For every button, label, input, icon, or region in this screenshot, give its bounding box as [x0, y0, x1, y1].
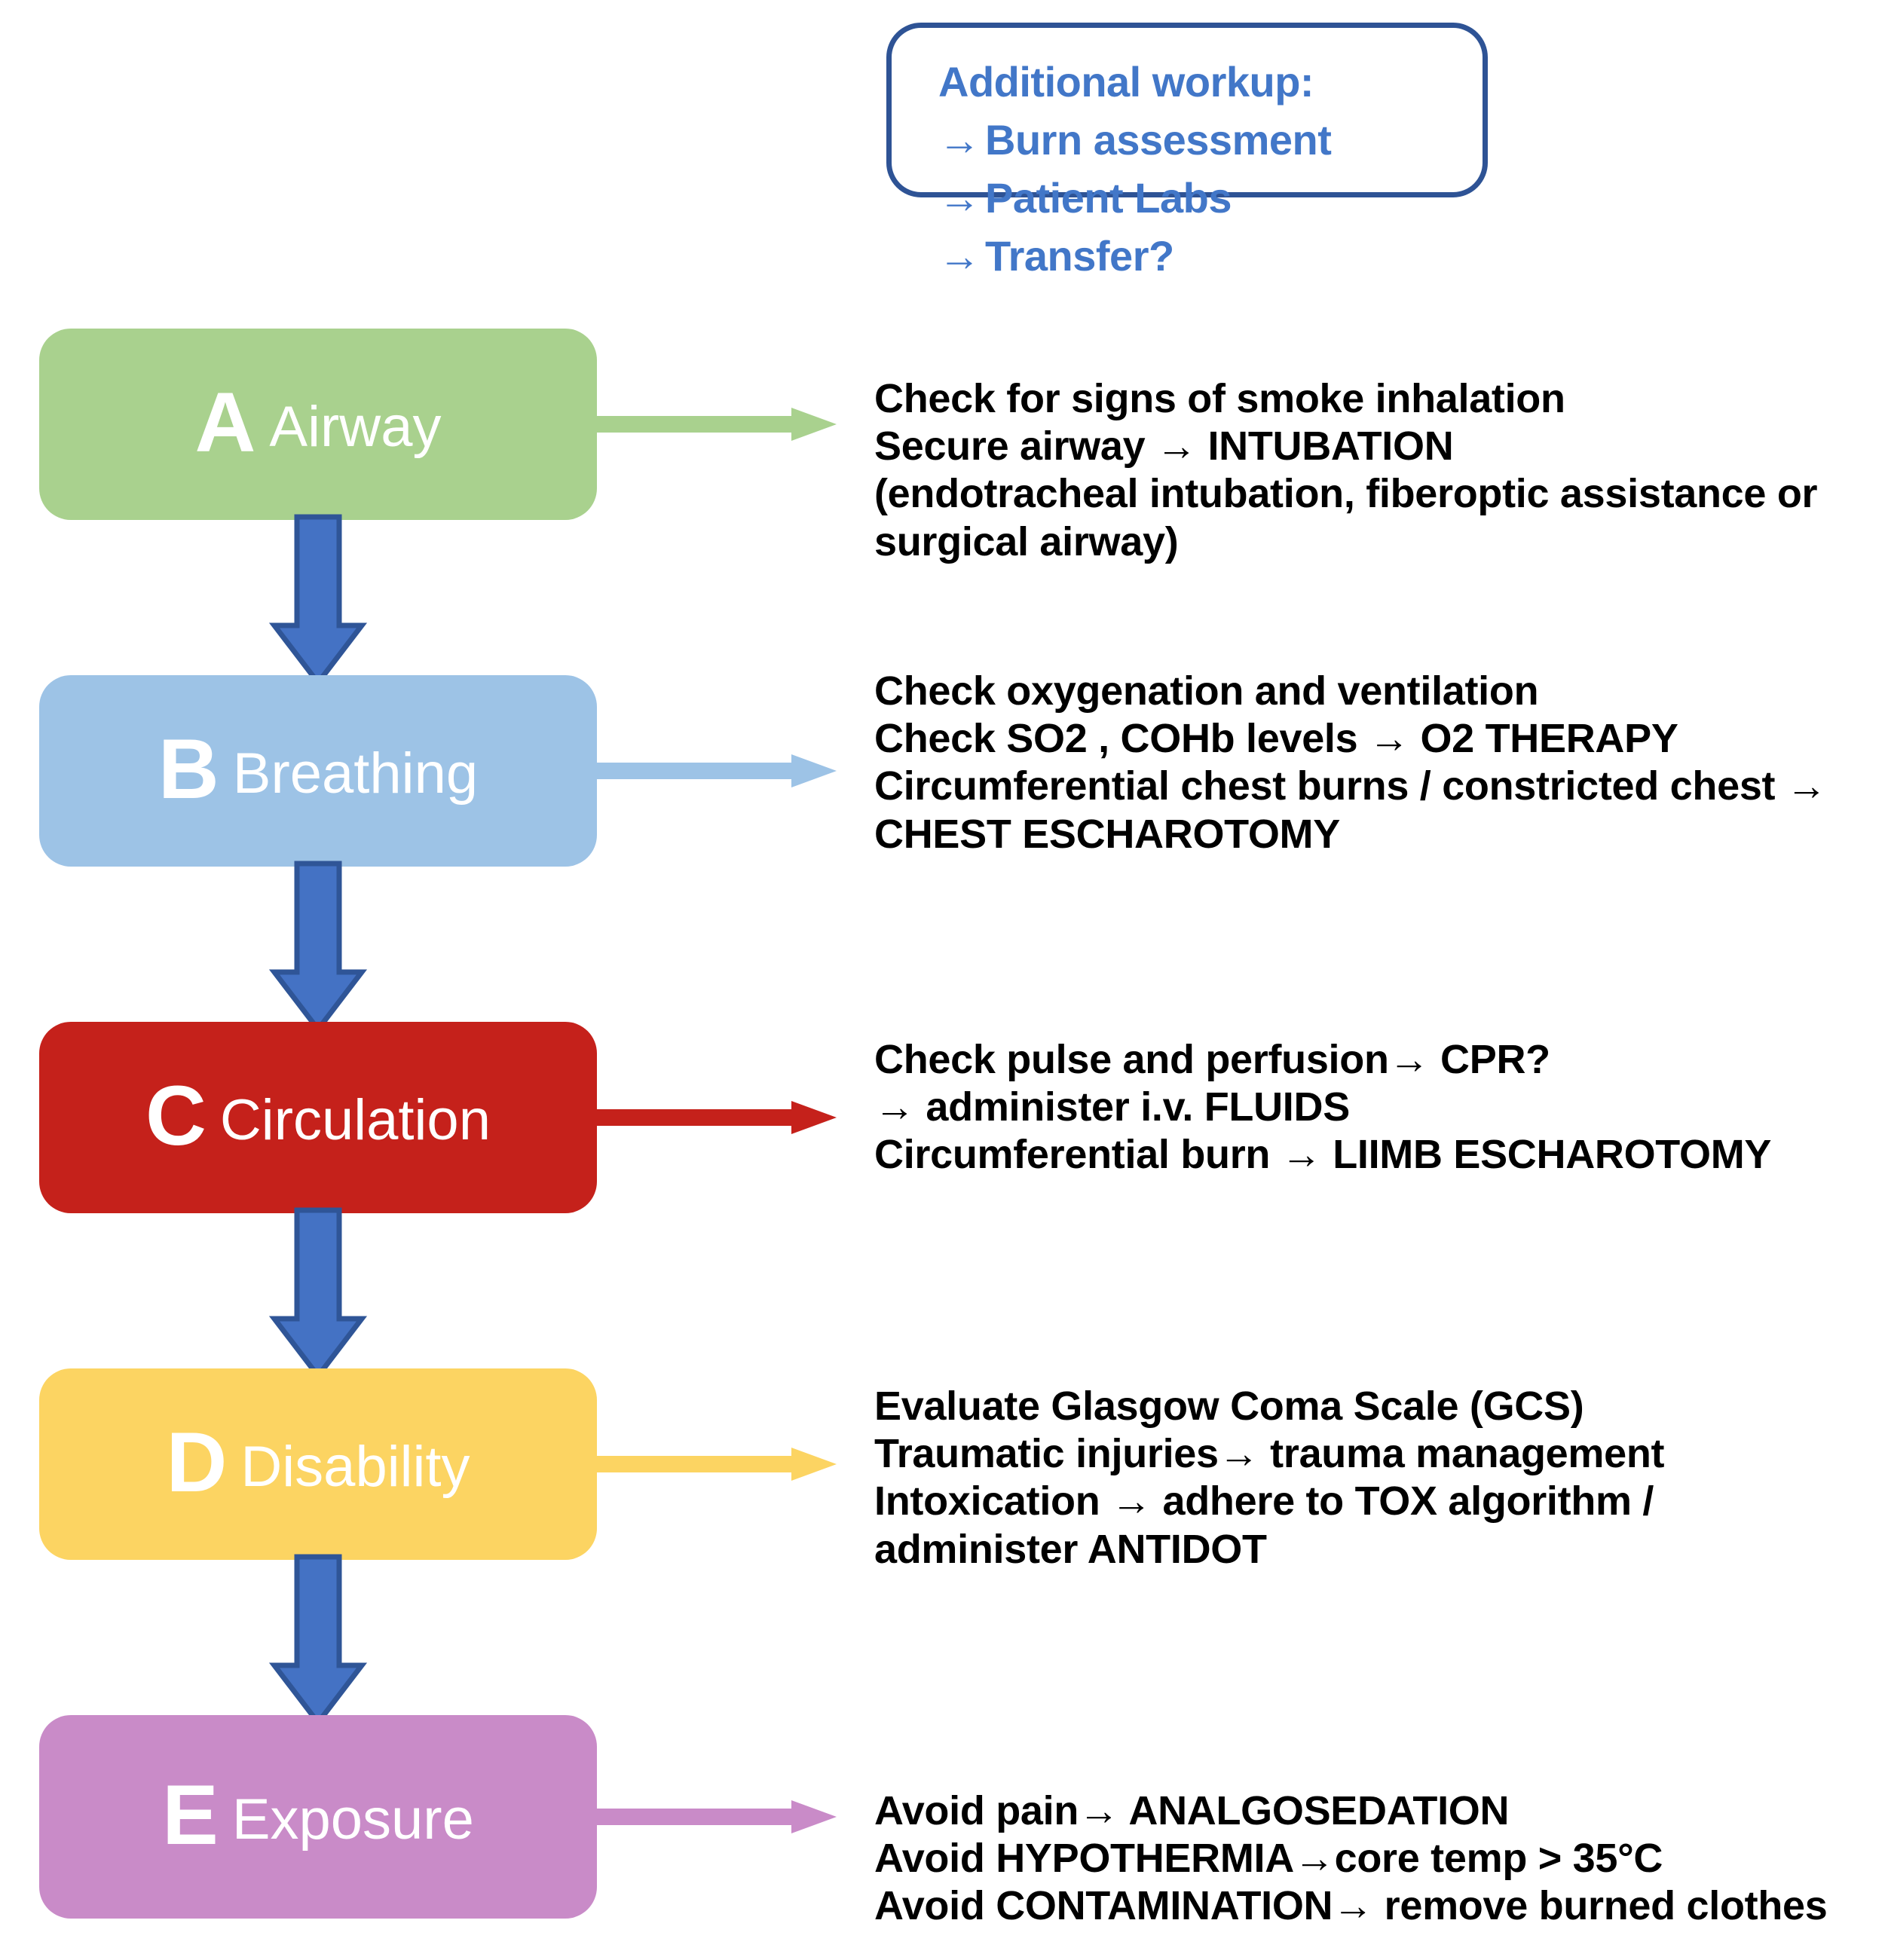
connector-arrow-breathing-to-circulation — [273, 864, 363, 1031]
step-arrow-disability — [597, 1448, 837, 1481]
step-text-line: administer ANTIDOT — [874, 1526, 1267, 1572]
arrow-head-icon — [791, 1800, 837, 1833]
callout-item-label: Burn assessment — [985, 116, 1332, 164]
arrow-head-icon — [791, 408, 837, 441]
step-text-line: surgical airway) — [874, 518, 1179, 564]
step-word: Circulation — [219, 1088, 491, 1152]
step-text-line: Intoxication → adhere to TOX algorithm / — [874, 1478, 1654, 1524]
callout-title: Additional workup: — [938, 58, 1314, 105]
down-arrow-icon — [273, 1557, 363, 1724]
step-letter: D — [166, 1415, 228, 1509]
step-text-line: Avoid HYPOTHERMIA→core temp > 35°C — [874, 1836, 1663, 1882]
step-text-line: Secure airway → INTUBATION — [874, 423, 1454, 469]
step-word: Airway — [269, 395, 442, 459]
step-text-line: → administer i.v. FLUIDS — [874, 1084, 1350, 1130]
connector-arrow-disability-to-exposure — [273, 1557, 363, 1724]
arrow-shaft — [597, 1809, 793, 1825]
step-box-circulation[interactable] — [39, 1022, 597, 1213]
step-text-line: CHEST ESCHAROTOMY — [874, 811, 1340, 857]
step-text-line: Check for signs of smoke inhalation — [874, 376, 1565, 421]
callout-item-transfer — [938, 232, 1483, 280]
step-text-line: Circumferential burn → LIIMB ESCHAROTOMY — [874, 1132, 1772, 1178]
arrow-icon: → — [938, 116, 981, 164]
arrow-shaft — [597, 416, 793, 433]
step-text-line: Check pulse and perfusion→ CPR? — [874, 1037, 1550, 1082]
step-text-exposure — [874, 1787, 1884, 1931]
step-word: Exposure — [231, 1787, 474, 1851]
additional-workup-callout — [886, 23, 1488, 280]
step-text-breathing — [874, 668, 1884, 858]
step-text-line: Check SO2 , COHb levels → O2 THERAPY — [874, 716, 1678, 762]
step-box-wrap-exposure — [39, 1715, 597, 1919]
callout-item-label: Patient Labs — [985, 174, 1232, 222]
step-text-circulation — [874, 1036, 1884, 1179]
down-arrow-icon — [273, 517, 363, 684]
arrow-icon: → — [938, 232, 981, 280]
step-text-airway — [874, 375, 1884, 566]
step-text-line: (endotracheal intubation, fiberoptic assistance or — [874, 471, 1818, 517]
step-box-wrap-disability — [39, 1368, 597, 1560]
arrow-shaft — [597, 1109, 793, 1126]
step-text-line: Evaluate Glasgow Coma Scale (GCS) — [874, 1384, 1584, 1429]
step-letter: C — [145, 1069, 207, 1163]
step-box-wrap-breathing — [39, 675, 597, 867]
arrow-icon: → — [938, 174, 981, 222]
callout-item-burn-assessment — [938, 116, 1483, 164]
step-letter: E — [162, 1768, 219, 1862]
down-arrow-icon — [273, 1210, 363, 1378]
step-word: Breathing — [232, 741, 479, 806]
step-text-line: Traumatic injuries→ trauma management — [874, 1431, 1665, 1477]
step-text-disability — [874, 1383, 1884, 1573]
arrow-head-icon — [791, 754, 837, 787]
step-letter: B — [158, 722, 219, 816]
step-text-line: Avoid pain→ ANALGOSEDATION — [874, 1788, 1510, 1833]
step-letter: A — [194, 375, 256, 469]
step-arrow-circulation — [597, 1101, 837, 1134]
connector-arrow-circulation-to-disability — [273, 1210, 363, 1378]
step-text-line: Circumferential chest burns / constricted chest → — [874, 763, 1827, 809]
step-arrow-airway — [597, 408, 837, 441]
callout-item-patient-labs — [938, 174, 1483, 222]
step-box-exposure[interactable] — [39, 1715, 597, 1919]
down-arrow-icon — [273, 864, 363, 1031]
step-box-disability[interactable] — [39, 1368, 597, 1560]
step-box-wrap-circulation — [39, 1022, 597, 1213]
arrow-shaft — [597, 763, 793, 779]
step-word: Disability — [240, 1435, 470, 1499]
step-arrow-exposure — [597, 1800, 837, 1833]
step-arrow-breathing — [597, 754, 837, 787]
arrow-head-icon — [791, 1448, 837, 1481]
step-box-breathing[interactable] — [39, 675, 597, 867]
callout-item-label: Transfer? — [985, 232, 1174, 280]
arrow-shaft — [597, 1456, 793, 1472]
step-text-line: Avoid CONTAMINATION→ remove burned clothes — [874, 1883, 1828, 1929]
step-text-line: Check oxygenation and ventilation — [874, 668, 1539, 714]
step-box-airway[interactable] — [39, 329, 597, 520]
step-box-wrap-airway — [39, 329, 597, 520]
arrow-head-icon — [791, 1101, 837, 1134]
connector-arrow-airway-to-breathing — [273, 517, 363, 684]
